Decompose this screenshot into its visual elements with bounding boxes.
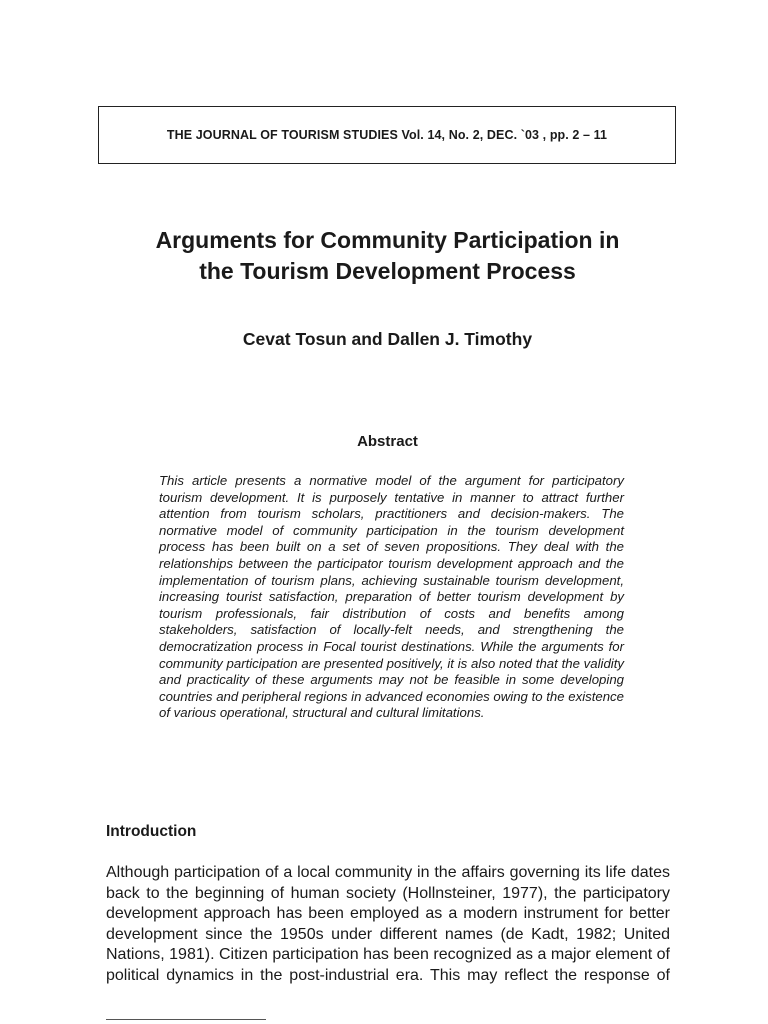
- article-title-line-1: Arguments for Community Participation in: [155, 227, 620, 253]
- introduction-heading: Introduction: [106, 823, 197, 840]
- abstract-heading: Abstract: [357, 433, 418, 450]
- abstract-text: This article presents a normative model of the argument for participatory tourism development. It is purposely tentative in manner to attract further attention from tourism scholars, practitioners and decision-makers. The normative model of community participation in the tourism development process has been built on a set of seven propositions. They deal with the relationships between the participator tourism development approach and the implementation of tourism plans, achieving sustainable tourism development, increasing tourist satisfaction, preparation of better tourism development by tourism professionals, fair distribution of costs and benefits among stakeholders, satisfaction of locally-felt needs, and strengthening the democratization process in Focal tourist destinations. While the arguments for community participation are presented positively, it is also noted that the validity and practicality of these arguments may not be feasible in some developing countries and peripheral regions in advanced economies owing to the existence of various operational, structural and cultural limitations.: [159, 473, 624, 721]
- footnote-divider: [106, 1019, 266, 1020]
- journal-header-box: [98, 106, 676, 164]
- article-title: [60, 225, 715, 287]
- journal-citation: THE JOURNAL OF TOURISM STUDIES Vol. 14, No. 2, DEC. `03 , pp. 2 – 11: [166, 128, 608, 142]
- article-authors: Cevat Tosun and Dallen J. Timothy: [242, 329, 533, 349]
- article-title-line-2: the Tourism Development Process: [199, 258, 576, 284]
- introduction-paragraph: Although participation of a local community in the affairs governing its life dates back to the beginning of human society (Hollnsteiner, 1977), the participatory development approach has been employed as a modern instrument for better development since the 1950s under different names (de Kadt, 1982; United Nations, 1981). Citizen participation has been recognized as a major element of political dynamics in the post-industrial era. This may reflect the response of: [106, 864, 670, 984]
